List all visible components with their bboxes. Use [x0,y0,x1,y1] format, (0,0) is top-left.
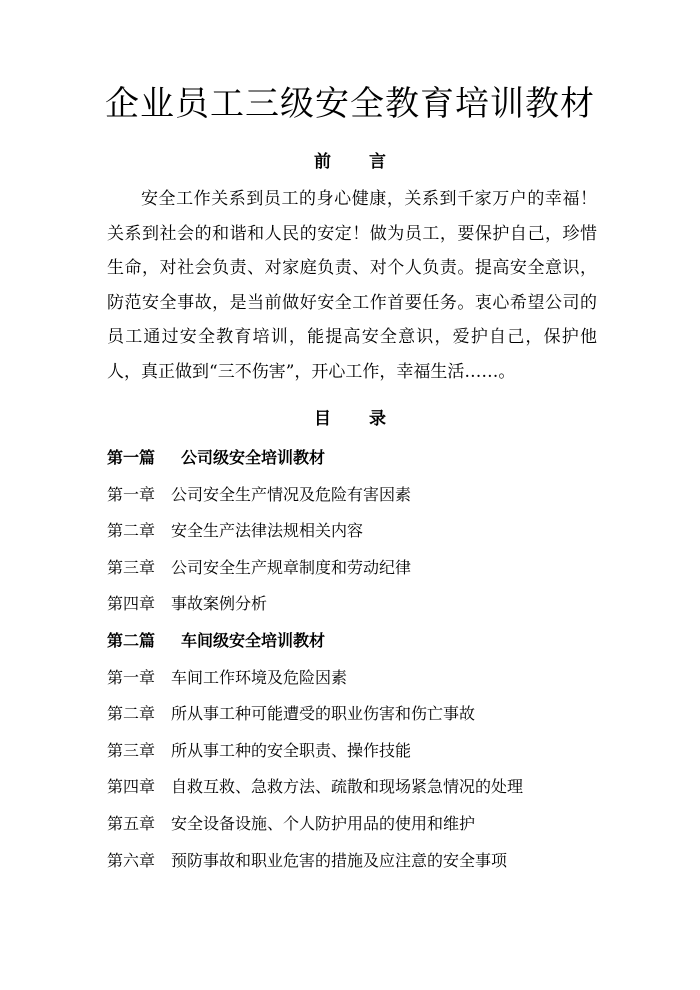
toc-entry-number: 第四章 [107,594,156,614]
toc-entry-title: 车间级安全培训教材 [181,630,326,650]
table-of-contents [107,440,607,879]
toc-chapter-entry [107,660,607,697]
toc-chapter-entry [107,696,607,733]
toc-entry-title: 安全生产法律法规相关内容 [171,521,364,541]
toc-entry-title: 所从事工种可能遭受的职业伤害和伤亡事故 [171,704,476,724]
toc-entry-number: 第一章 [107,484,156,504]
toc-entry-title: 安全设备设施、个人防护用品的使用和维护 [171,813,476,833]
toc-entry-number: 第六章 [107,850,156,870]
toc-heading [0,407,700,431]
toc-entry-number: 第二篇 [107,630,156,650]
preface-heading-left: 前 [314,152,331,172]
toc-entry-title: 车间工作环境及危险因素 [171,667,348,687]
toc-chapter-entry [107,769,607,806]
toc-entry-number: 第二章 [107,704,156,724]
toc-entry-number: 第五章 [107,813,156,833]
toc-heading-left: 目 [314,409,331,429]
toc-entry-title: 事故案例分析 [171,594,268,614]
toc-entry-number: 第四章 [107,777,156,797]
preface-heading [0,150,700,174]
document-title: 企业员工三级安全教育培训教材 [105,84,595,124]
toc-entry-title: 预防事故和职业危害的措施及应注意的安全事项 [171,850,508,870]
toc-chapter-entry [107,513,607,550]
toc-entry-title: 公司安全生产规章制度和劳动纪律 [171,557,412,577]
preface-heading-right: 言 [369,152,386,172]
toc-entry-number: 第三章 [107,740,156,760]
toc-entry-number: 第一篇 [107,448,156,467]
toc-entry-number: 第一章 [107,667,156,687]
toc-part-entry [107,440,607,477]
toc-entry-title: 所从事工种的安全职责、操作技能 [171,740,412,760]
toc-entry-title: 自救互救、急救方法、疏散和现场紧急情况的处理 [171,777,524,797]
preface-text: 安全工作关系到员工的身心健康，关系到千家万户的幸福！关系到社会的和谐和人民的安定！做为员工，要保护自己，珍惜生命，对社会负责、对家庭负责、对个人负责。提高安全意识，防范安全事故，是当前做好安全工作首要任务。衷心希望公司的员工通过安全教育培训，能提高安全意识，爱护自己，保护他人，真正做到“三不伤害”，开心工作，幸福生活……。 [107,189,597,382]
toc-chapter-entry [107,843,607,880]
toc-chapter-entry [107,806,607,843]
toc-chapter-entry [107,477,607,514]
toc-entry-number: 第三章 [107,557,156,577]
toc-part-entry [107,623,607,660]
toc-entry-title: 公司级安全培训教材 [181,448,326,467]
toc-heading-right: 录 [369,409,386,429]
toc-entry-number: 第二章 [107,521,156,541]
toc-chapter-entry [107,733,607,770]
toc-entry-title: 公司安全生产情况及危险有害因素 [171,484,412,504]
toc-chapter-entry [107,550,607,587]
toc-chapter-entry [107,586,607,623]
